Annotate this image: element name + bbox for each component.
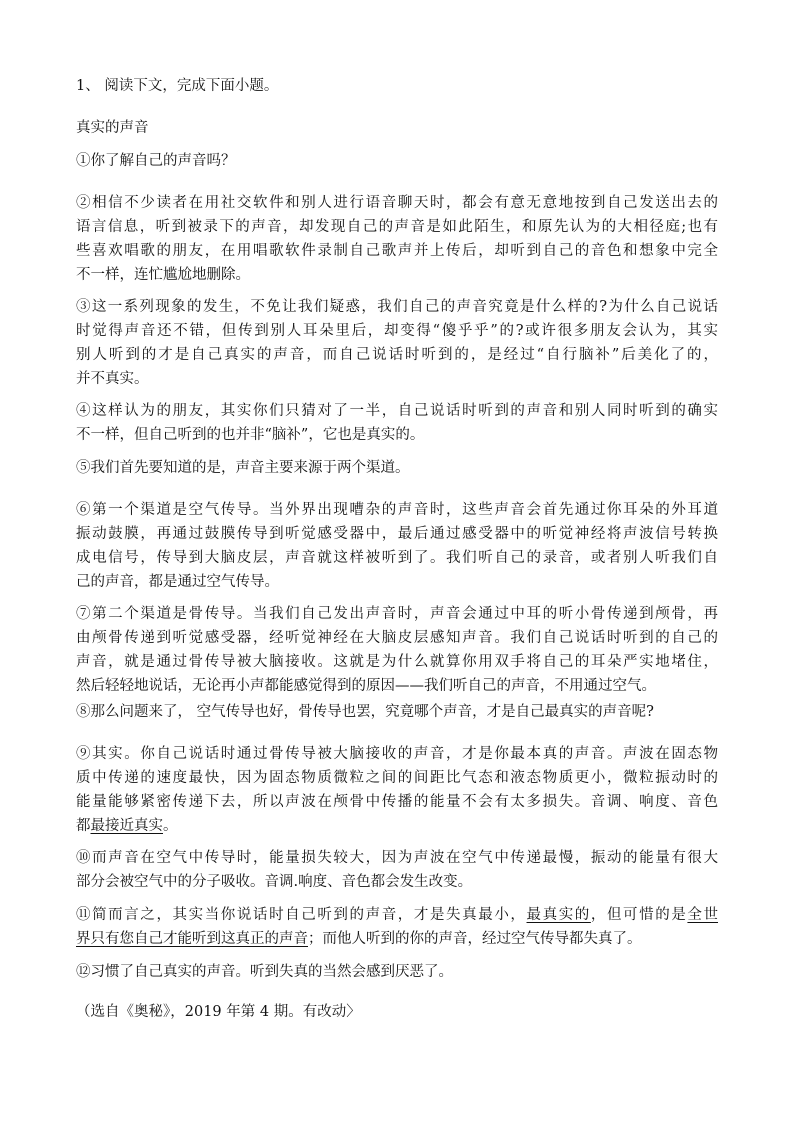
line-text: 都 <box>76 818 91 834</box>
paragraph-line <box>76 548 718 568</box>
paragraph-line <box>76 297 718 317</box>
line-text: 振动鼓膜，再通过鼓膜传导到听觉感受器中，最后通过感受器中的听觉神经将声波信号转换 <box>76 526 718 542</box>
underlined-text: 最接近真实 <box>90 818 163 834</box>
line-text: ⑪简而言之，其实当你说话时自己听到的声音，才是失真最小， <box>76 907 527 923</box>
paragraph-line <box>76 702 718 722</box>
line-text: 然后轻轻地说话，无论再小声都能感觉得到的原因——我们听自己的声音，不用通过空气。 <box>76 678 656 694</box>
paragraph-line <box>76 401 718 421</box>
paragraph-line <box>76 792 718 812</box>
line-text: 己的声音，都是通过空气传导。 <box>76 574 279 590</box>
paragraph-line <box>76 676 718 696</box>
line-text: 能量能够紧密传递下去，所以声波在颅骨中传播的能量不会有太多损失。音调、响度、音色 <box>76 794 718 810</box>
paragraph-line <box>76 425 718 445</box>
line-text: ⑫习惯了自己真实的声音。听到失真的当然会感到厌恶了。 <box>76 964 453 980</box>
source-note: （选自《奥秘》，2019 年第 4 期。有改动〉 <box>76 1004 361 1020</box>
paragraph-line <box>76 872 718 892</box>
paragraph-line <box>76 816 718 836</box>
underlined-text: 最真实的 <box>526 907 591 923</box>
line-text: 语言信息，听到被录下的声音，却发现自己的声音是如此陌生，和原先认为的大相径庭;也有 <box>76 219 718 235</box>
paragraph-line <box>76 500 718 520</box>
line-text: 部分会被空气中的分子吸收。音调.响度、音色都会发生改变。 <box>76 874 473 890</box>
paragraph-line <box>76 604 718 624</box>
paragraph-line <box>76 628 718 648</box>
paragraph-line <box>76 458 718 478</box>
line-text: ⑤我们首先要知道的是，声音主要来源于两个渠道。 <box>76 460 410 476</box>
line-text: 不一样，但自己听到的也并非“脑补”，它也是真实的。 <box>76 427 425 443</box>
paragraph-line <box>76 652 718 672</box>
paragraph-line <box>76 265 718 285</box>
paragraph-line <box>76 241 718 261</box>
line-text: 些喜欢唱歌的朋友，在用唱歌软件录制自己歌声并上传后，却听到自己的音色和想象中完全 <box>76 243 718 259</box>
line-text: 别人听到的才是自己真实的声音，而自己说话时听到的，是经过“自行脑补”后美化了的， <box>76 347 718 363</box>
article-title: 真实的声音 <box>76 120 149 136</box>
line-text: ②相信不少读者在用社交软件和别人进行语音聊天时，都会有意无意地按到自己发送出去的 <box>76 195 718 211</box>
line-text: ③这一系列现象的发生，不免让我们疑惑，我们自己的声音究竟是什么样的?为什么自己说话 <box>76 299 718 315</box>
line-text: ⑧那么问题来了， 空气传导也好，骨传导也罢，究竟哪个声音，才是自己最真实的声音呢? <box>76 704 654 720</box>
line-text: ①你了解自己的声音吗？ <box>76 153 236 169</box>
paragraph-line <box>76 345 718 365</box>
underlined-text: 界只有您自己才能听到这真正的声音 <box>76 931 308 947</box>
line-text: ⑨其实。你自己说话时通过骨传导被大脑接收的声音，才是你最本真的声音。声波在固态物 <box>76 746 718 762</box>
paragraph-line <box>76 193 718 213</box>
line-text: 成电信号，传导到大脑皮层，声音就这样被听到了。我们听自己的录音，或者别人听我们自 <box>76 550 718 566</box>
line-text: ⑥第一个渠道是空气传导。当外界出现嘈杂的声音时，这些声音会首先通过你耳朵的外耳道 <box>76 502 718 518</box>
line-text: 由颅骨传递到听觉感受器，经听觉神经在大脑皮层感知声音。我们自己说话时听到的自己的 <box>76 630 718 646</box>
paragraph-line <box>76 369 718 389</box>
paragraph-line <box>76 768 718 788</box>
line-text: 质中传递的速度最快，因为固态物质微粒之间的间距比气态和液态物质更小，微粒振动时的 <box>76 770 718 786</box>
paragraph-line <box>76 217 718 237</box>
paragraph-line <box>76 572 718 592</box>
paragraph-line <box>76 744 718 764</box>
line-text: 时觉得声音还不错，但传到别人耳朵里后，却变得“傻乎乎”的?或许很多朋友会认为，其实 <box>76 323 718 339</box>
paragraph-line <box>76 929 718 949</box>
underlined-text: 全世 <box>687 907 719 923</box>
paragraph-line <box>76 321 718 341</box>
line-text: ⑦第二个渠道是骨传导。当我们自己发出声音时，声音会通过中耳的听小骨传递到颅骨，再 <box>76 606 718 622</box>
line-text: ；而他人听到的你的声音，经过空气传导都失真了。 <box>308 931 642 947</box>
line-text: ，但可惜的是 <box>590 907 688 923</box>
paragraph-line <box>76 524 718 544</box>
paragraph-line <box>76 905 718 925</box>
line-text: 不一样，连忙尴尬地删除。 <box>76 267 250 283</box>
question-prompt: 1、 阅读下文，完成下面小题。 <box>76 78 279 94</box>
line-text: 。 <box>163 818 178 834</box>
paragraph-line <box>76 151 718 171</box>
line-text: ⑩而声音在空气中传导时，能量损失较大，因为声波在空气中传递最慢，振动的能量有很大 <box>76 850 718 866</box>
paragraph-line <box>76 848 718 868</box>
line-text: ④这样认为的朋友，其实你们只猜对了一半，自己说话时听到的声音和别人同时听到的确实 <box>76 403 718 419</box>
line-text: 声音，就是通过骨传导被大脑接收。这就是为什么就算你用双手将自己的耳朵严实地堵住， <box>76 654 718 670</box>
line-text: 并不真实。 <box>76 371 149 387</box>
paragraph-line <box>76 962 718 982</box>
